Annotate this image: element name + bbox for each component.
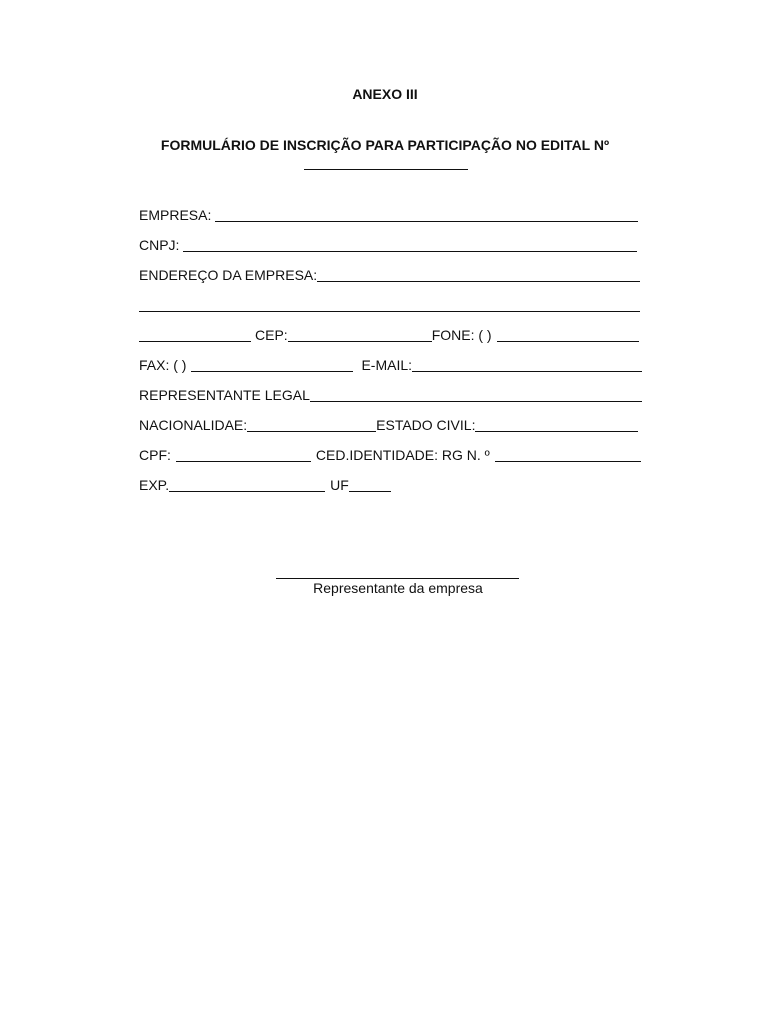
- endereco-row: [139, 264, 640, 286]
- page-subtitle: FORMULÁRIO DE INSCRIÇÃO PARA PARTICIPAÇÃO NO EDITAL Nº: [160, 137, 610, 153]
- signature-line[interactable]: [276, 578, 519, 579]
- edital-number-line: [304, 169, 468, 170]
- nacionalidade-label: NACIONALIDAE:: [139, 417, 248, 433]
- address-extra-blank[interactable]: [139, 341, 251, 342]
- cep-label: CEP:: [255, 327, 288, 343]
- uf-label: UF: [330, 477, 349, 493]
- signature-label: Representante da empresa: [313, 580, 483, 596]
- endereco-label: ENDEREÇO DA EMPRESA:: [139, 267, 318, 283]
- email-blank[interactable]: [412, 371, 642, 372]
- estado-civil-label: ESTADO CIVIL:: [376, 417, 476, 433]
- empresa-label: EMPRESA:: [139, 207, 212, 223]
- representante-label: REPRESENTANTE LEGAL: [139, 387, 310, 403]
- cep-fone-row: [139, 324, 639, 346]
- ced-identidade-label: CED.IDENTIDADE: RG N. º: [315, 447, 490, 463]
- page-title: ANEXO III: [352, 86, 418, 102]
- fax-email-row: [139, 354, 642, 376]
- representante-blank[interactable]: [310, 401, 642, 402]
- endereco-continuation-blank[interactable]: [139, 311, 640, 312]
- cpf-label: CPF:: [139, 447, 171, 463]
- exp-label: EXP.: [139, 477, 170, 493]
- cnpj-label: CNPJ:: [139, 237, 180, 253]
- estado-civil-blank[interactable]: [475, 431, 638, 432]
- fone-label: FONE: ( ): [431, 327, 492, 343]
- representante-row: [139, 384, 642, 406]
- exp-blank[interactable]: [169, 491, 325, 492]
- empresa-row: [139, 204, 638, 226]
- ced-identidade-blank[interactable]: [495, 461, 641, 462]
- endereco-blank[interactable]: [317, 281, 640, 282]
- exp-uf-row: [139, 474, 391, 496]
- cnpj-blank[interactable]: [183, 251, 637, 252]
- cpf-rg-row: [139, 444, 641, 466]
- nacionalidade-estado-civil-row: [139, 414, 638, 436]
- empresa-blank[interactable]: [215, 221, 638, 222]
- email-label: E-MAIL:: [361, 357, 413, 373]
- fax-label: FAX: ( ): [139, 357, 187, 373]
- nacionalidade-blank[interactable]: [247, 431, 376, 432]
- cnpj-row: [139, 234, 637, 256]
- fone-blank[interactable]: [497, 341, 639, 342]
- cpf-blank[interactable]: [176, 461, 311, 462]
- endereco-continuation-row: [139, 294, 640, 316]
- cep-blank[interactable]: [288, 341, 432, 342]
- uf-blank[interactable]: [349, 491, 391, 492]
- fax-blank[interactable]: [191, 371, 353, 372]
